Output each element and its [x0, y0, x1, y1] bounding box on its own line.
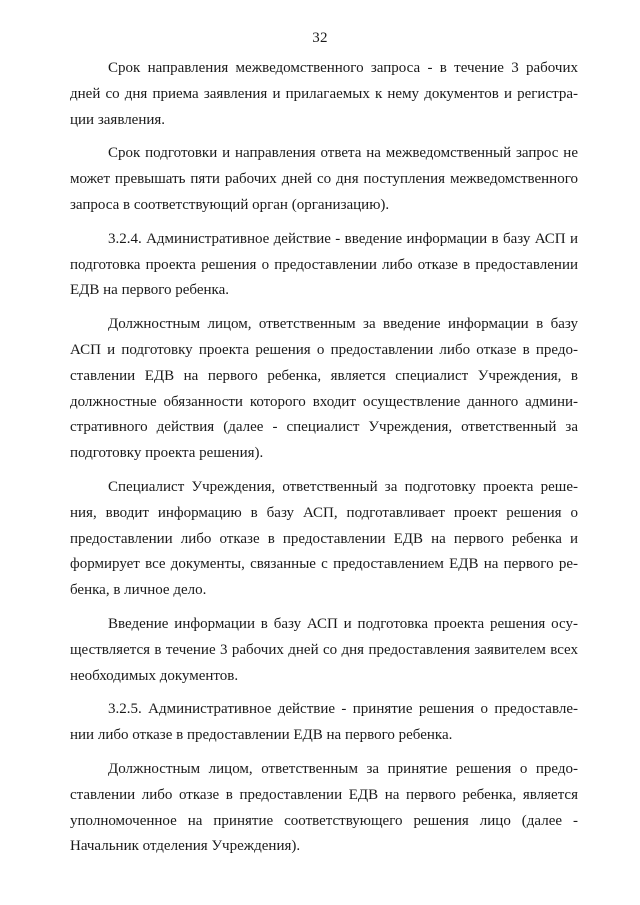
paragraph-section-3-2-4: 3.2.4. Административное действие - введение информации в базу АСП и подготовка проекта решения о предоставлении либо отказе в предоставлении ЕДВ на первого ребенка.: [70, 230, 578, 299]
document-body: [70, 56, 578, 868]
page-number: 32: [312, 30, 328, 46]
paragraph-specialist-duties: Специалист Учреждения, ответственный за подготовку проекта решения, вводит информацию в базу АСП, подготавливает проект решения о предоставлении либо отказе в предоставлении ЕДВ на первого ребенка и формирует все документы, связанные с предоставлением ЕДВ на первого ребенка, в личное дело.: [70, 478, 578, 599]
paragraph-responsible-official: Должностным лицом, ответственным за введение информации в базу АСП и подготовку проекта решения о предоставлении либо отказе в предоставлении ЕДВ на первого ребенка, является специалист Учреждения, в должностные обязанности которого входит осуществление данного административного действия (далее - специалист Учреждения, ответственный за подготовку проекта решения).: [70, 316, 578, 462]
paragraph-data-entry-deadline: Введение информации в базу АСП и подготовка проекта решения осуществляется в течение 3 рабочих дней со дня предоставления заявителем всех необходимых документов.: [70, 615, 578, 684]
paragraph-response-deadline: Срок подготовки и направления ответа на межведомственный запрос не может превышать пяти рабочих дней со дня поступления межведомственного запроса в соответствующий орган (организацию).: [70, 145, 578, 213]
paragraph-section-3-2-5: 3.2.5. Административное действие - принятие решения о предоставлении либо отказе в предоставлении ЕДВ на первого ребенка.: [70, 701, 578, 744]
paragraph-decision-official: Должностным лицом, ответственным за принятие решения о предоставлении либо отказе в предоставлении ЕДВ на первого ребенка, является уполномоченное на принятие соответствующего решения лицо (далее - Начальник отделения Учреждения).: [70, 760, 578, 855]
paragraph-request-deadline: Срок направления межведомственного запроса - в течение 3 рабочих дней со дня приема заявления и прилагаемых к нему документов и регистрации заявления.: [70, 60, 578, 128]
